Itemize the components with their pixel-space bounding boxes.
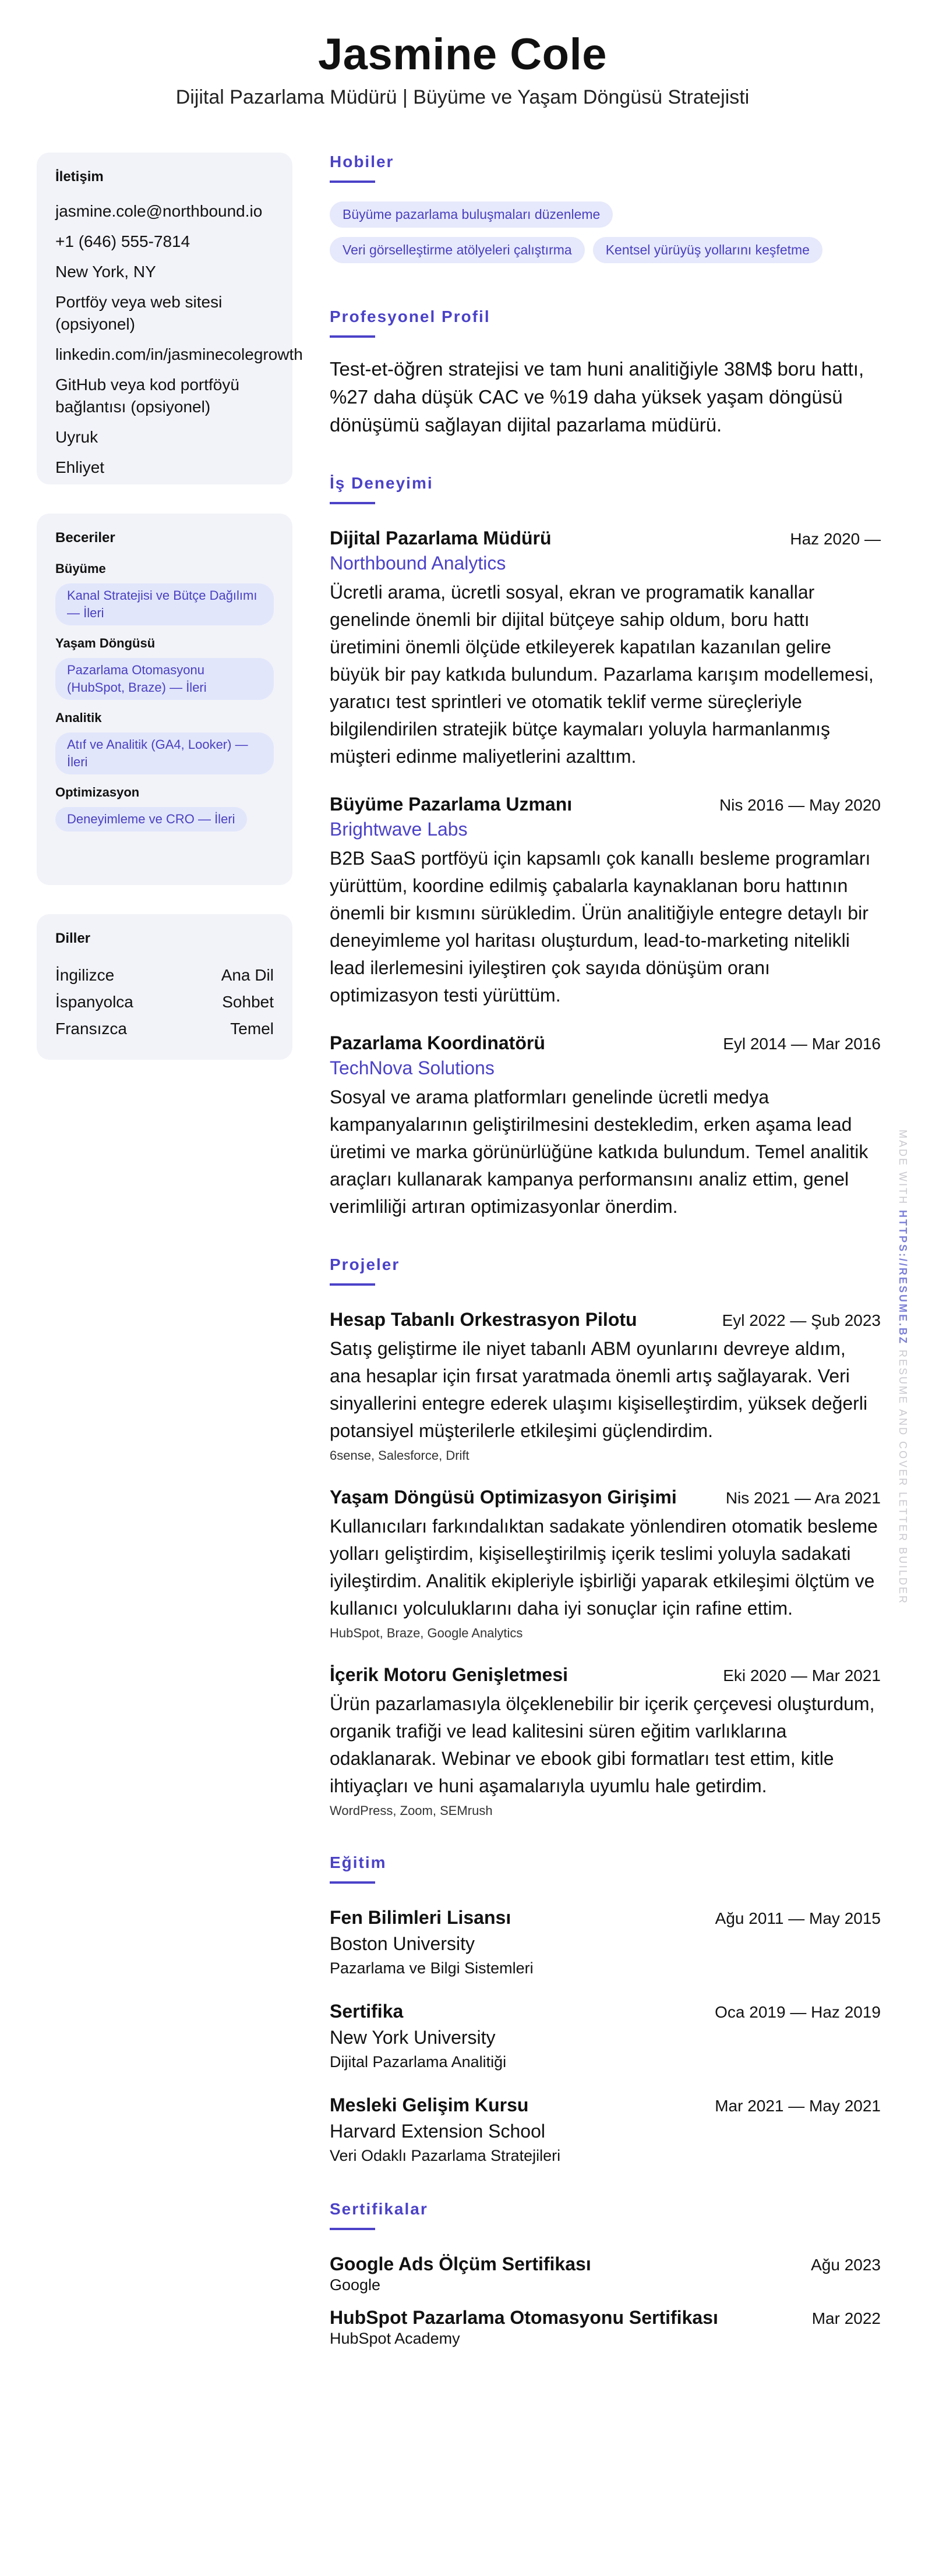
language-row xyxy=(55,962,274,989)
languages-title: Diller xyxy=(55,930,91,946)
section-title-education: Eğitim xyxy=(330,1853,387,1871)
skill-chip: Deneyimleme ve CRO — İleri xyxy=(55,807,247,831)
candidate-name: Jasmine Cole xyxy=(318,30,607,79)
project-tech: HubSpot, Braze, Google Analytics xyxy=(330,1626,523,1640)
job-description: Ücretli arama, ücretli sosyal, ekran ve programatik kanallar genelinde önemli bir dijital bütçeye sahip oldum, boru hattı üretimini önemli ölçüde etkileyerek kapatılan kazanılan gelire büyük bir pay katkıda bulundum. Pazarlama karışım modellemesi, yaratıcı test sprintleri ve otomatik teklif verme süreçleriyle bilgilendirilen stratejik bütçe kaymaları yoluyla harmanlanmış müşteri edinme maliyetlerini azalttım. xyxy=(330,582,874,767)
skill-group-title: Yaşam Döngüsü xyxy=(55,636,156,650)
section-title-certifications: Sertifikalar xyxy=(330,2200,428,2218)
contact-card xyxy=(37,153,303,484)
project-entry xyxy=(330,1487,881,1641)
section-divider xyxy=(330,2228,375,2230)
projects-section xyxy=(330,1255,881,1818)
job-date: Eyl 2014 — Mar 2016 xyxy=(723,1035,881,1053)
company-name: Northbound Analytics xyxy=(330,553,506,574)
project-tech: WordPress, Zoom, SEMrush xyxy=(330,1803,493,1818)
job-description: Sosyal ve arama platformları genelinde ücretli medya kampanyalarının geliştirilmesini destekledim, erken aşama lead üretimi ve marka görünürlüğüne katkıda bulundum. Temel analitik araçları kullanarak kampanya performansını analiz ettim, genel verimliliği artıran optimizasyonlar önerdim. xyxy=(330,1087,868,1217)
profile-summary: Test-et-öğren stratejisi ve tam huni analitiğiyle 38M$ boru hattı, %27 daha düşük CAC ve %19 daha yüksek yaşam döngüsü dönüşümü sağlayan dijital pazarlama müdürü. xyxy=(330,358,864,436)
skill-group-title: Optimizasyon xyxy=(55,785,140,799)
language-row xyxy=(55,989,274,1015)
section-title-hobbies: Hobiler xyxy=(330,153,394,171)
hobbies-section xyxy=(330,153,881,273)
experience-entry xyxy=(330,1032,881,1220)
degree-name: Sertifika xyxy=(330,2001,404,2022)
project-tech: 6sense, Salesforce, Drift xyxy=(330,1448,469,1463)
skill-group-title: Büyüme xyxy=(55,561,106,576)
hobby-chip: Büyüme pazarlama buluşmaları düzenleme xyxy=(330,201,613,228)
job-description: B2B SaaS portföyü için kapsamlı çok kanallı besleme programları yürüttüm, koordine edilmiş çabalarla kaynaklanan boru hattının önemli bir kısmını sürükledim. Ürün analitiğiyle entegre detaylı bir deneyimleme yol haritası oluşturdum, lead-to-marketing nitelikli lead ilerlemesini iyileştiren çok sayıda dönüşüm oranı optimizasyon testi yürüttüm. xyxy=(330,848,871,1006)
school-name: Boston University xyxy=(330,1933,475,1954)
nationality-text: Uyruk xyxy=(55,428,98,446)
main-content xyxy=(330,153,881,2348)
project-description: Kullanıcıları farkındalıktan sadakate yönlendiren otomatik besleme yolları geliştirdim, kişiselleştirilmiş içerik teslimi yoluyla sadakati iyileştirdim. Analitik ekipleriyle işbirliği yaparak etkileşimi ölçtüm ve kullanıcı yolculuklarını daha iyi sonuçlar için rafine ettim. xyxy=(330,1516,878,1619)
linkedin-link[interactable]: linkedin.com/in/jasminecolegrowth xyxy=(55,345,303,363)
candidate-title: Dijital Pazarlama Müdürü | Büyüme ve Yaşam Döngüsü Stratejisti xyxy=(175,86,750,108)
hobbies-list xyxy=(330,201,881,273)
project-date: Nis 2021 — Ara 2021 xyxy=(725,1489,881,1507)
degree-name: Mesleki Gelişim Kursu xyxy=(330,2094,529,2115)
portfolio-text: Portföy veya web sitesi (opsiyonel) xyxy=(55,293,223,333)
project-name: İçerik Motoru Genişletmesi xyxy=(330,1664,569,1685)
section-divider xyxy=(330,1283,375,1286)
certification-date: Mar 2022 xyxy=(811,2309,881,2327)
skill-group-title: Analitik xyxy=(55,710,102,725)
license-text: Ehliyet xyxy=(55,458,105,476)
certification-entry xyxy=(330,2253,881,2294)
watermark-link[interactable]: HTTPS://RESUME.BZ xyxy=(897,1210,909,1346)
section-divider xyxy=(330,502,375,504)
school-name: New York University xyxy=(330,2027,496,2048)
languages-card xyxy=(37,914,292,1060)
skill-chip: Kanal Stratejisi ve Bütçe Dağılımı — İleri xyxy=(55,583,274,625)
section-title-profile: Profesyonel Profil xyxy=(330,307,490,325)
hobby-chip: Kentsel yürüyüş yollarını keşfetme xyxy=(593,237,822,263)
phone-text[interactable]: +1 (646) 555-7814 xyxy=(55,232,190,250)
certification-name: Google Ads Ölçüm Sertifikası xyxy=(330,2253,591,2274)
education-entry xyxy=(330,1907,881,1977)
job-date: Nis 2016 — May 2020 xyxy=(719,796,881,814)
resume-header xyxy=(0,30,925,109)
section-divider xyxy=(330,181,375,183)
location-text: New York, NY xyxy=(55,263,156,281)
project-entry xyxy=(330,1664,881,1818)
project-date: Eyl 2022 — Şub 2023 xyxy=(722,1311,881,1329)
company-name: TechNova Solutions xyxy=(330,1057,495,1078)
job-date: Haz 2020 — xyxy=(790,530,881,548)
experience-entry xyxy=(330,528,881,770)
language-name: Fransızca xyxy=(55,1020,127,1038)
certification-name: HubSpot Pazarlama Otomasyonu Sertifikası xyxy=(330,2307,718,2328)
project-name: Hesap Tabanlı Orkestrasyon Pilotu xyxy=(330,1309,637,1330)
certifications-section xyxy=(330,2200,881,2348)
github-text: GitHub veya kod portföyü bağlantısı (opsiyonel) xyxy=(55,376,239,416)
project-description: Ürün pazarlamasıyla ölçeklenebilir bir içerik çerçevesi oluşturdum, organik trafiği ve lead kalitesini süren eğitim varlıklarına odaklanarak. Webinar ve ebook gibi formatları test ettim, kitle ihtiyaçları ve huni aşamalarıyla uyumlu hale getirdim. xyxy=(330,1693,875,1796)
education-entry xyxy=(330,2001,881,2071)
company-name: Brightwave Labs xyxy=(330,819,468,840)
certification-date: Ağu 2023 xyxy=(811,2256,881,2274)
field-of-study: Veri Odaklı Pazarlama Stratejileri xyxy=(330,2147,561,2164)
field-of-study: Pazarlama ve Bilgi Sistemleri xyxy=(330,1959,534,1977)
certification-issuer: HubSpot Academy xyxy=(330,2330,460,2347)
section-divider xyxy=(330,1881,375,1884)
section-title-experience: İş Deneyimi xyxy=(330,474,433,492)
school-name: Harvard Extension School xyxy=(330,2121,545,2142)
education-date: Mar 2021 — May 2021 xyxy=(715,2097,881,2115)
experience-entry xyxy=(330,794,881,1009)
experience-section xyxy=(330,474,881,1220)
job-title: Pazarlama Koordinatörü xyxy=(330,1032,545,1053)
field-of-study: Dijital Pazarlama Analitiği xyxy=(330,2053,507,2071)
education-entry xyxy=(330,2094,881,2165)
language-level: Temel xyxy=(230,1020,274,1038)
language-level: Ana Dil xyxy=(221,966,274,984)
education-date: Oca 2019 — Haz 2019 xyxy=(715,2003,881,2021)
education-date: Ağu 2011 — May 2015 xyxy=(715,1909,881,1927)
skill-chip: Atıf ve Analitik (GA4, Looker) — İleri xyxy=(55,733,274,774)
language-name: İspanyolca xyxy=(55,993,133,1011)
skills-title: Beceriler xyxy=(55,530,115,546)
section-divider xyxy=(330,335,375,338)
language-level: Sohbet xyxy=(222,993,274,1011)
watermark-prefix: MADE WITH xyxy=(897,1130,909,1205)
project-name: Yaşam Döngüsü Optimizasyon Girişimi xyxy=(330,1487,677,1508)
hobby-chip: Veri görselleştirme atölyeleri çalıştırma xyxy=(330,237,585,263)
watermark-suffix: RESUME AND COVER LETTER BUILDER xyxy=(897,1350,909,1605)
watermark xyxy=(896,1130,909,1605)
profile-section xyxy=(330,307,881,439)
degree-name: Fen Bilimleri Lisansı xyxy=(330,1907,511,1928)
contact-title: İletişim xyxy=(55,169,104,185)
job-title: Dijital Pazarlama Müdürü xyxy=(330,528,552,549)
skills-card xyxy=(37,514,292,885)
project-date: Eki 2020 — Mar 2021 xyxy=(723,1666,881,1685)
project-description: Satış geliştirme ile niyet tabanlı ABM oyunlarını devreye aldım, ana hesaplar için fırsat yaratmada önemli artış sağlayarak. Veri sinyallerini entegre ederek ulaşımı kişiselleştirdim, yüksek değerli potansiyel müşterilerle etkileşimi güçlendirdim. xyxy=(330,1338,868,1441)
job-title: Büyüme Pazarlama Uzmanı xyxy=(330,794,573,815)
project-entry xyxy=(330,1309,881,1463)
language-name: İngilizce xyxy=(55,966,115,984)
skill-chip: Pazarlama Otomasyonu (HubSpot, Braze) — İleri xyxy=(55,658,274,700)
sidebar xyxy=(37,153,303,1089)
certification-entry xyxy=(330,2307,881,2348)
certification-issuer: Google xyxy=(330,2276,381,2294)
language-row xyxy=(55,1015,274,1042)
section-title-projects: Projeler xyxy=(330,1255,400,1273)
email-text[interactable]: jasmine.cole@northbound.io xyxy=(55,202,263,220)
education-section xyxy=(330,1853,881,2165)
